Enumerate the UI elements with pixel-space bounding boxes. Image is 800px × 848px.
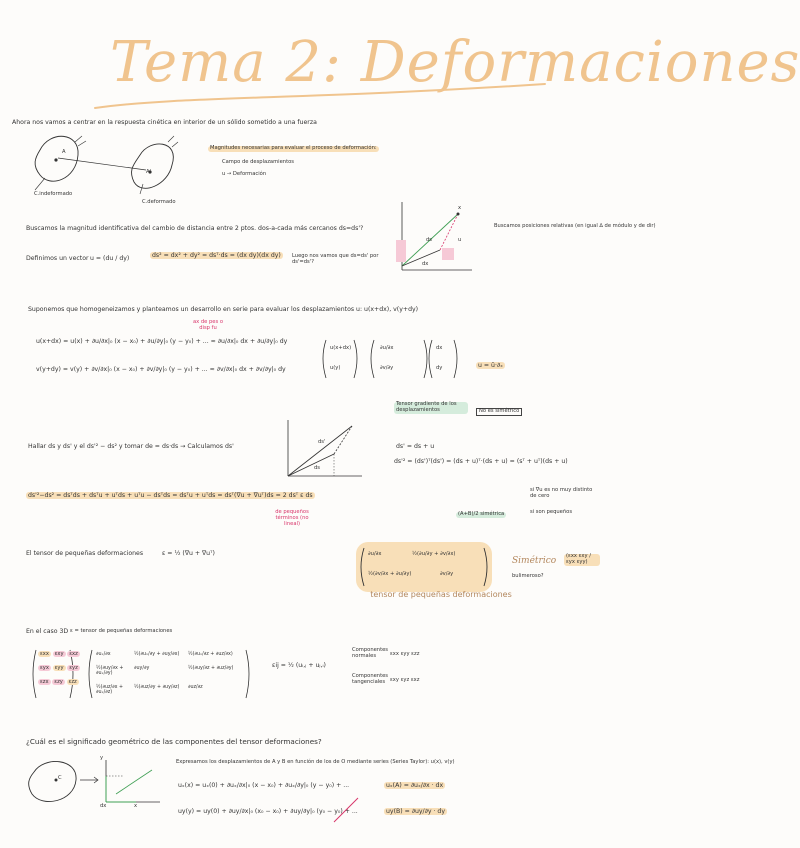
matrix-a22: ∂v/∂y bbox=[440, 571, 454, 577]
u-result: u = ū·∂ₓ bbox=[478, 362, 503, 369]
ds-prime-eq: ds' = ds + u bbox=[396, 443, 435, 450]
ds-tri-label: ds bbox=[314, 465, 320, 471]
m3-cell: ½(∂uy/∂x + ∂uₓ/∂y) bbox=[96, 666, 124, 676]
point-ap-label: A' bbox=[146, 169, 151, 175]
eps3-yy: εyy bbox=[54, 665, 64, 671]
geom-body-diagram bbox=[24, 754, 164, 814]
magnitude-item: Campo de desplazamientos bbox=[222, 159, 294, 165]
grad-v-entry: u(y) bbox=[330, 365, 341, 371]
geom-dx: dx bbox=[100, 803, 107, 809]
matrix-a11: ∂u/∂x bbox=[368, 551, 382, 557]
define-vector: Definimos un vector bbox=[26, 255, 89, 262]
geom-note: Expresamos los desplazamientos de A y B en función de los de O mediante series (Series Taylor): u(x), v(y) bbox=[176, 759, 455, 765]
relative-pos-note: Buscamos posiciones relativas (en igual ∆ de módulo y de dir) bbox=[494, 223, 656, 229]
undeformed-label: C.indeformado bbox=[34, 191, 73, 197]
eps-3d: ε = tensor de pequeñas deformaciones bbox=[70, 628, 173, 634]
vector-eq: u = (du / dy) bbox=[90, 255, 130, 262]
eps3-zz: εzz bbox=[68, 679, 77, 685]
tangent-components: Componentes tangenciales bbox=[352, 673, 389, 685]
tensor-caption: tensor de pequeñas deformaciones bbox=[370, 590, 512, 599]
page-title: Tema 2: Deformaciones bbox=[110, 30, 800, 95]
geom-x: x bbox=[134, 803, 138, 809]
small-def-note: de pequeños términos (no lineal) bbox=[275, 509, 309, 527]
dsp-label: ds' bbox=[318, 439, 326, 445]
deformed-label: C.deformado bbox=[142, 199, 176, 205]
eps3-xz: εxz bbox=[69, 651, 78, 657]
section-geom: ¿Cuál es el significado geométrico de las componentes del tensor deformaciones? bbox=[26, 737, 322, 746]
tangent-list: εxy εyz εxz bbox=[390, 677, 420, 683]
normal-list: εxx εyy εzz bbox=[390, 651, 420, 657]
section-homog: Suponemos que homogeneizamos y planteamos un desarrollo en serie para evaluar los desplazamientos u: u(x+dx), v(y+dy) bbox=[28, 306, 419, 313]
geom-u: uₓ(x) = uₓ(0) + ∂uₓ/∂x|₀ (x − x₀) + ∂uₓ/∂y|₀ (y − y₀) + ... bbox=[178, 782, 350, 789]
geom-v: uy(y) = uy(0) + ∂uy/∂x|₀ (x₀ − x₀) + ∂uy/∂y|₀ (y₀ − y₀) + ... bbox=[178, 808, 358, 815]
m3-cell: ½(∂uₓ/∂z + ∂uz/∂x) bbox=[188, 652, 233, 657]
grad-dy: dy bbox=[436, 365, 443, 371]
section-measure: Buscamos la magnitud identificativa del cambio de distancia entre 2 ptos. dos-a-cada más cercanos ds=ds'? bbox=[26, 225, 364, 232]
eps3-xy: εxy bbox=[54, 651, 64, 657]
grad-u-entry: u(x+dx) bbox=[330, 345, 352, 351]
case-1: si ∇u es no muy distinto de cero bbox=[530, 487, 593, 499]
section-tensor: El tensor de pequeñas deformaciones bbox=[26, 550, 144, 557]
long-equation-text: ds'²−ds² = dsᵀds + dsᵀu + uᵀds + uᵀu − dsᵀds = dsᵀu + uᵀds = dsᵀ(∇u + ∇uᵀ)ds = 2 dsᵀ ε ds bbox=[28, 492, 313, 499]
symmetric-note: (A+B)/2 simétrica bbox=[458, 511, 505, 517]
m3-cell: ½(∂uy/∂z + ∂uz/∂y) bbox=[188, 666, 234, 671]
eps3-r2 bbox=[38, 666, 80, 672]
eps3-xx: εxx bbox=[40, 651, 49, 657]
geom-y: y bbox=[100, 755, 104, 761]
m3-cell: ½(∂uz/∂y + ∂uy/∂z) bbox=[134, 685, 180, 690]
not-symmetric: No es simétrico bbox=[476, 408, 522, 416]
tensor-matrix-brackets bbox=[356, 542, 496, 592]
axis-label-x: x bbox=[458, 205, 462, 211]
eps3-yx: εyx bbox=[40, 665, 49, 671]
displacement-vector-diagram bbox=[394, 200, 474, 280]
case-2: si son pequeños bbox=[530, 509, 573, 515]
magnitudes-box: Magnitudes necesarias para evaluar el proceso de deformación: bbox=[210, 145, 377, 151]
order-note: ax de pes o disp fu bbox=[192, 319, 224, 331]
ds-equation: ds² = dx² + dy² = dsᵀ·ds = (dx dy)(dx dy) bbox=[152, 252, 281, 259]
eps3-zx: εzx bbox=[40, 679, 49, 685]
section-3d: En el caso 3D bbox=[26, 628, 69, 635]
matrix-a12: ½(∂u/∂y + ∂v/∂x) bbox=[412, 551, 456, 557]
matrix-a21: ½(∂v/∂x + ∂u/∂y) bbox=[368, 571, 412, 577]
gradient-label: Tensor gradiente de los desplazamientos bbox=[394, 402, 468, 414]
magnitude-item: u → Deformación bbox=[222, 171, 267, 177]
taylor-v: v(y+dy) = v(y) + ∂v/∂x|₀ (x − x₀) + ∂v/∂y|₀ (y − y₀) + ... ≈ ∂v/∂x|₀ dx + ∂v/∂y|₀ dy bbox=[36, 366, 286, 373]
m3-cell: ∂uₓ/∂x bbox=[96, 652, 111, 657]
ds-note: Luego nos vamos que ds=ds' por ds'=ds'? bbox=[292, 253, 379, 265]
bulk-label: bulimeroso? bbox=[512, 573, 544, 579]
m3-cell: ½(∂uₓ/∂y + ∂uy/∂x) bbox=[134, 652, 180, 657]
geom-result-1: uₓ(A) = ∂uₓ/∂x · dx bbox=[386, 782, 444, 789]
eps3-r3 bbox=[38, 680, 79, 686]
point-a-label: A bbox=[62, 149, 66, 155]
symmetric-label: Simétrico bbox=[512, 556, 557, 566]
taylor-u: u(x+dx) = u(x) + ∂u/∂x|₀ (x − x₀) + ∂u/∂y|₀ (y − y₀) + ... ≈ ∂u/∂x|₀ dx + ∂u/∂y|₀ dy bbox=[36, 338, 288, 345]
ds-prime-sq: ds'² = (ds')ᵀ(ds') = (ds + u)ᵀ·(ds + u) = (sᵀ + uᵀ)(ds + u) bbox=[394, 458, 568, 465]
eps-definition: ε = ½ (∇u + ∇uᵀ) bbox=[162, 550, 215, 557]
geom-strike-marks bbox=[330, 796, 370, 826]
eps3-r1 bbox=[38, 652, 80, 658]
sym-matrix: (εxx εxy / εyx εyy) bbox=[564, 554, 600, 566]
section-ds: Hallar ds y ds' y el ds'² − ds² y tomar de = ds·ds → Calculamos ds' bbox=[28, 443, 234, 450]
ds-label: ds bbox=[426, 237, 432, 243]
eps-ij: εij = ½ (uᵢ,ⱼ + uⱼ,ᵢ) bbox=[272, 662, 326, 669]
intro-text: Ahora nos vamos a centrar en la respuesta cinética en interior de un sólido sometido a una fuerza bbox=[12, 119, 317, 126]
normal-components: Componentes normales bbox=[352, 647, 389, 659]
dx-label: dx bbox=[422, 261, 429, 267]
geom-result-2: uy(B) = ∂uy/∂y · dy bbox=[386, 808, 445, 815]
m3-cell: ∂uz/∂z bbox=[188, 685, 203, 690]
ds-triangle-diagram bbox=[282, 418, 364, 480]
grad-a11: ∂u/∂x bbox=[380, 345, 394, 351]
m3-cell: ½(∂uz/∂x + ∂uₓ/∂z) bbox=[96, 685, 124, 695]
long-equation bbox=[26, 492, 315, 499]
eps3-yz: εyz bbox=[69, 665, 78, 671]
m3-cell: ∂uy/∂y bbox=[134, 666, 150, 671]
grad-dx: dx bbox=[436, 345, 443, 351]
matrix3-grid-inner bbox=[96, 652, 240, 695]
grad-a22: ∂v/∂y bbox=[380, 365, 394, 371]
u-label: u bbox=[458, 237, 462, 243]
eps3-zy: εzy bbox=[54, 679, 63, 685]
gradient-matrix-brackets bbox=[320, 336, 460, 386]
matrix3-grid bbox=[96, 652, 240, 695]
geom-point-c: C bbox=[58, 775, 62, 781]
deformation-diagram bbox=[30, 130, 190, 210]
